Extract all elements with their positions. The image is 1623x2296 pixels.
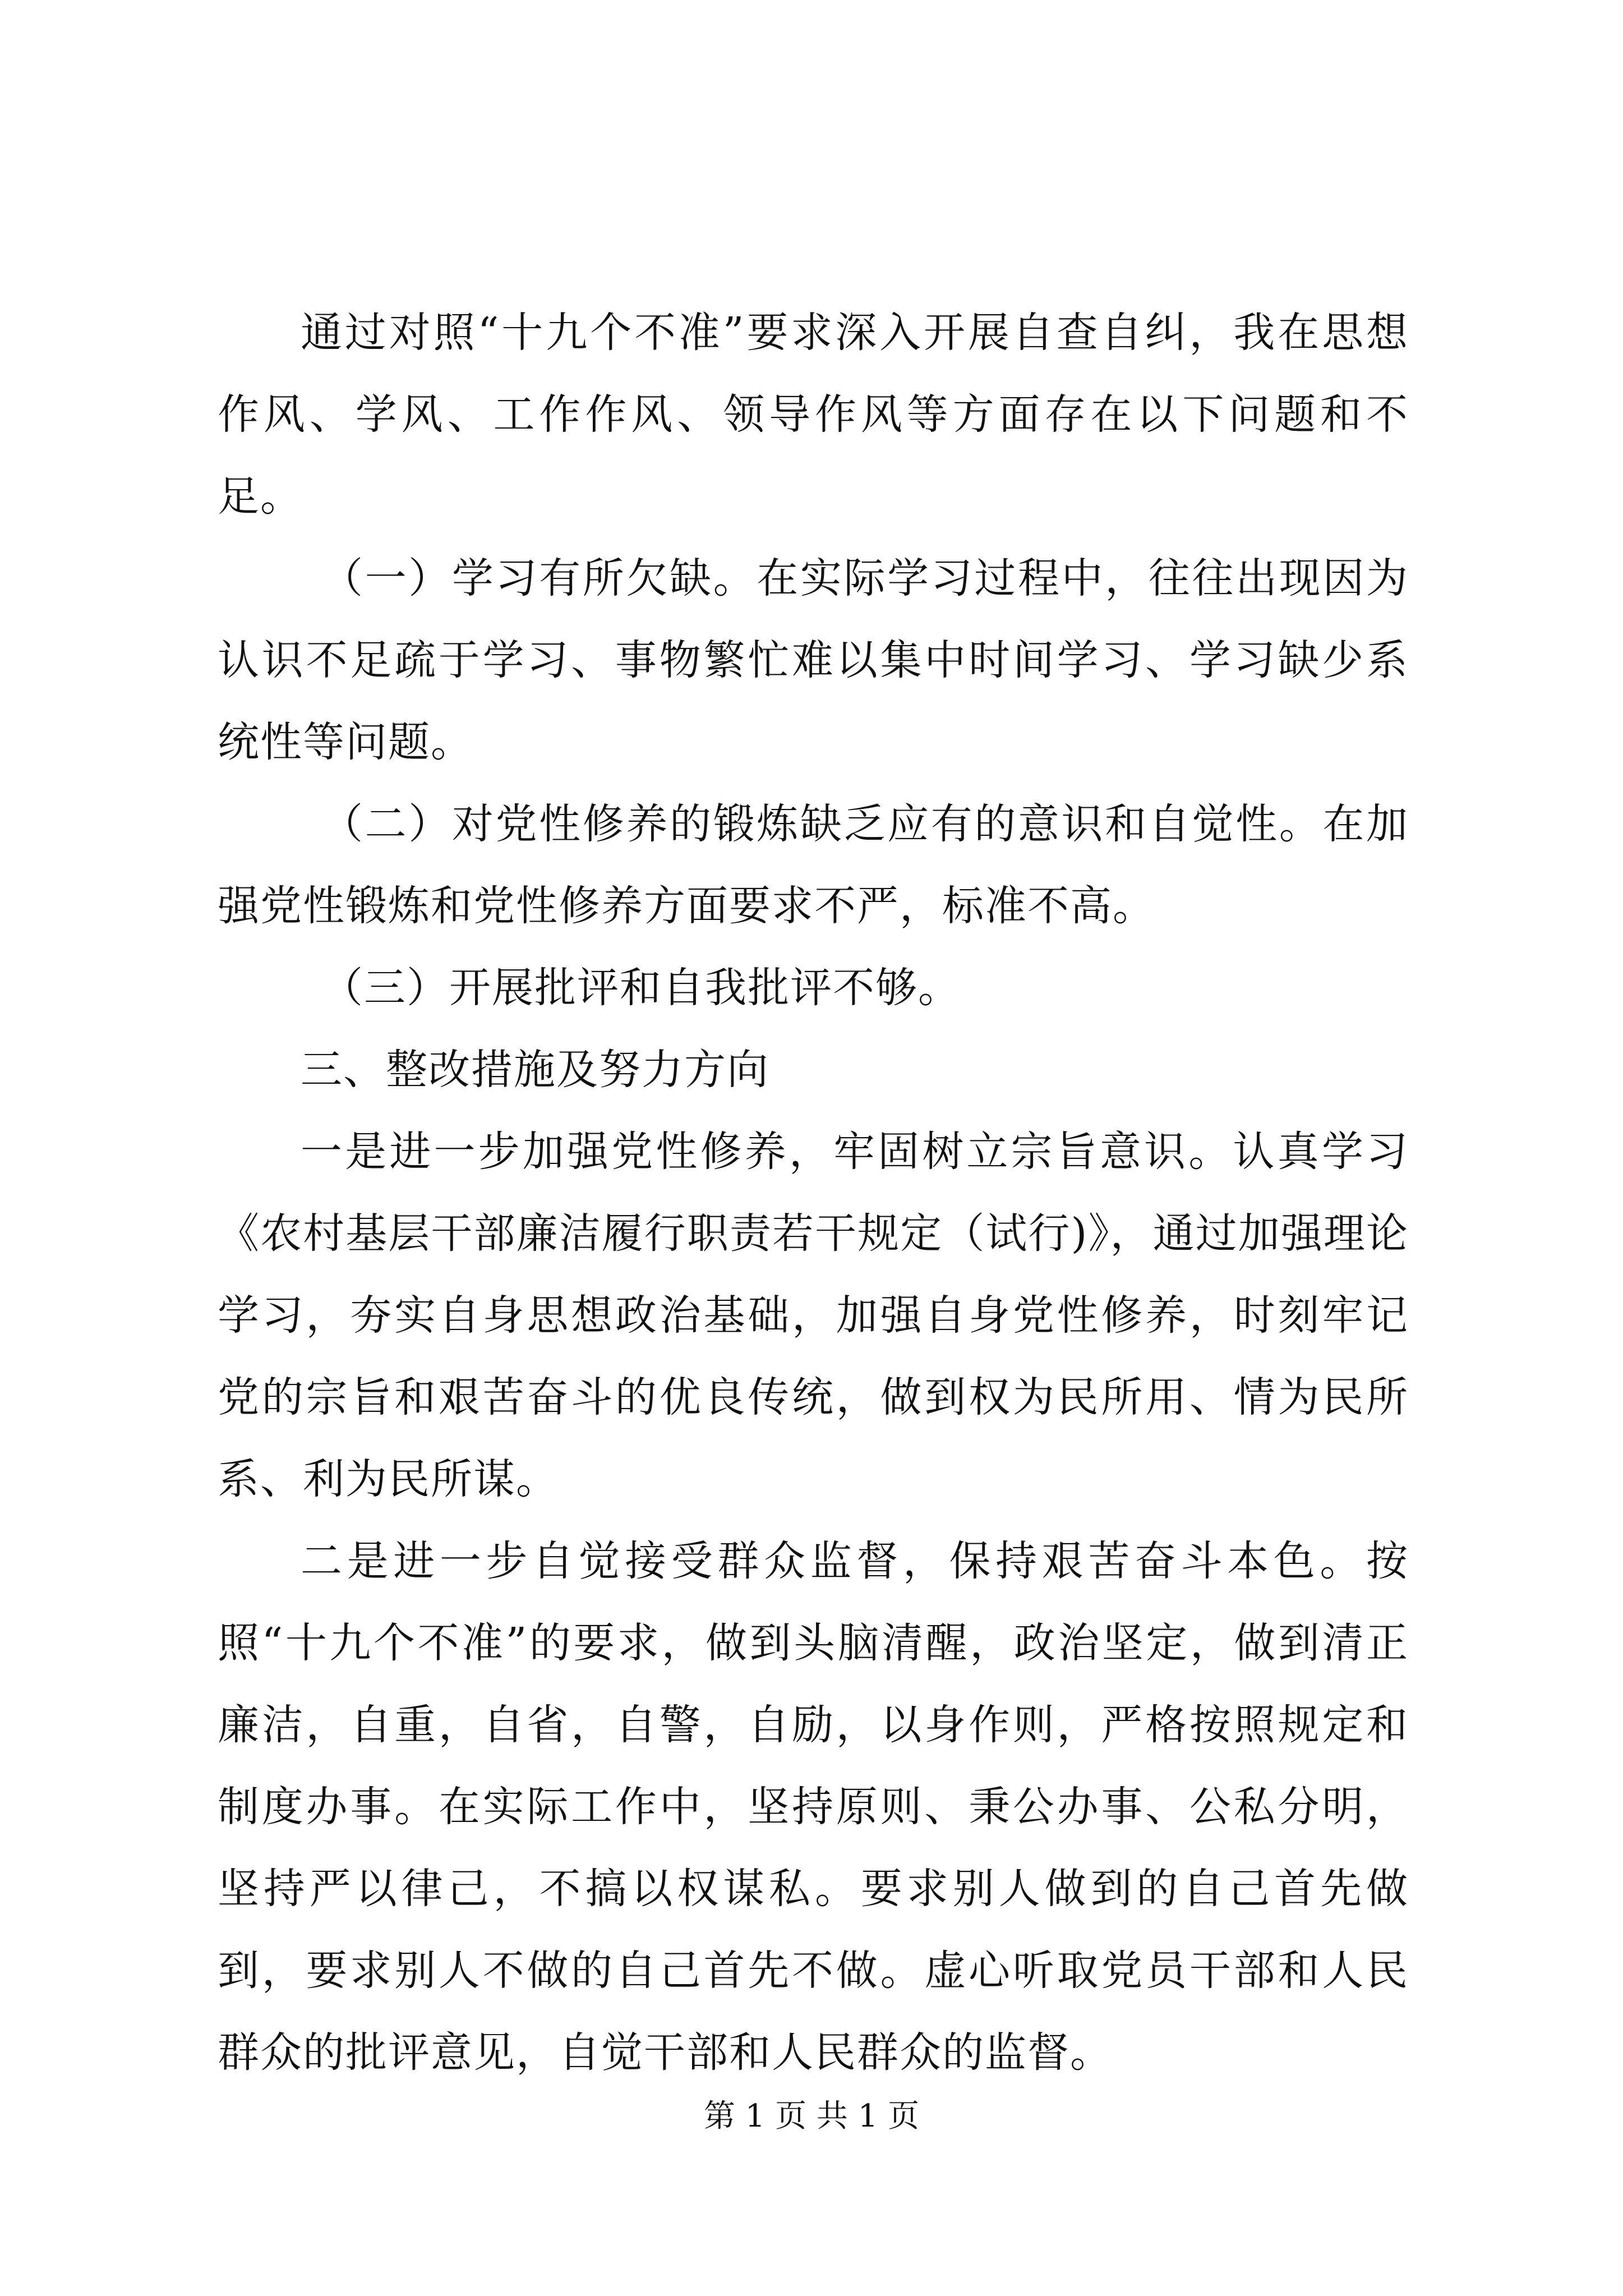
paragraph-intro: 通过对照“十九个不准”要求深入开展自查自纠，我在思想作风、学风、工作作风、领导作风等方面存在以下问题和不足。	[218, 309, 1409, 521]
paragraph-measure-2: 二是进一步自觉接受群众监督，保持艰苦奋斗本色。按照“十九个不准”的要求，做到头脑清醒，政治坚定，做到清正廉洁，自重，自省，自警，自励，以身作则，严格按照规定和制度办事。在实际工作中，坚持原则、秉公办事、公私分明，坚持严以律己，不搞以权谋私。要求别人做到的自己首先做到，要求别人不做的自己首先不做。虚心听取党员干部和人民群众的批评意见，自觉干部和人民群众的监督。	[218, 1537, 1409, 2077]
paragraph-issue-1: （一）学习有所欠缺。在实际学习过程中，往往出现因为认识不足疏于学习、事物繁忙难以集中时间学习、学习缺少系统性等问题。	[218, 554, 1409, 766]
paragraph-measure-1: 一是进一步加强党性修养，牢固树立宗旨意识。认真学习《农村基层干部廉洁履行职责若干规定（试行)》，通过加强理论学习，夯实自身思想政治基础，加强自身党性修养，时刻牢记党的宗旨和艰苦奋斗的优良传统，做到权为民所用、情为民所系、利为民所谋。	[218, 1128, 1409, 1503]
paragraph-issue-3: （三）开展批评和自我批评不够。	[321, 964, 961, 1012]
page-footer: 第 1 页 共 1 页	[703, 2098, 920, 2134]
section-heading: 三、整改措施及努力方向	[301, 1046, 769, 1094]
document-body	[218, 292, 1409, 2093]
paragraph-issue-2: （二）对党性修养的锻炼缺乏应有的意识和自觉性。在加强党性锻炼和党性修养方面要求不严，标准不高。	[218, 800, 1409, 930]
